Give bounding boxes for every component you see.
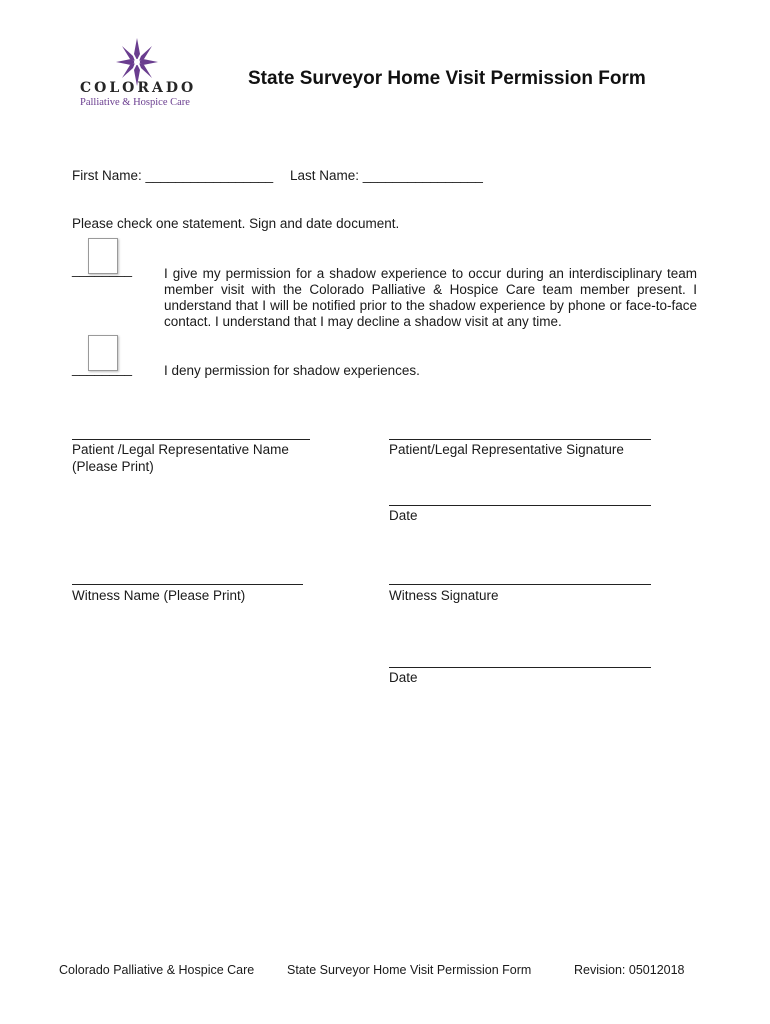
date-label-1: Date [389,508,418,523]
logo-wordmark: COLORADO [80,80,197,96]
patient-name-label: Patient /Legal Representative Name [72,442,289,457]
permission-grant-blank: ________ [72,262,133,277]
patient-name-line[interactable] [72,439,310,440]
organization-logo [76,36,206,116]
witness-name-line[interactable] [72,584,303,585]
witness-signature-line[interactable] [389,584,651,585]
logo-tagline: Palliative & Hospice Care [80,97,190,108]
date-line-1[interactable] [389,505,651,506]
date-label-2: Date [389,670,418,685]
footer-form-name: State Surveyor Home Visit Permission Form [287,963,532,977]
patient-name-note: (Please Print) [72,459,154,474]
witness-signature-label: Witness Signature [389,588,499,603]
footer-organization: Colorado Palliative & Hospice Care [59,963,255,977]
permission-deny-statement: I deny permission for shadow experiences. [164,363,420,378]
instructions-text: Please check one statement. Sign and date document. [72,216,400,231]
page-title: State Surveyor Home Visit Permission Form [248,68,646,89]
footer-revision: Revision: 05012018 [574,963,685,977]
patient-signature-label: Patient/Legal Representative Signature [389,442,624,457]
last-name-field[interactable]: Last Name: ________________ [290,168,483,183]
permission-grant-statement: I give my permission for a shadow experience to occur during an interdisciplinary team member visit with the Colorado Palliative & Hospice Care team member present. I understand that I will be notified prior to the shadow experience by phone or face-to-face contact. I understand that I may decline a shadow visit at any time. [164,266,697,329]
witness-name-label: Witness Name (Please Print) [72,588,246,603]
date-line-2[interactable] [389,667,651,668]
permission-deny-blank: ________ [72,361,133,376]
first-name-field[interactable]: First Name: _________________ [72,168,274,183]
patient-signature-line[interactable] [389,439,651,440]
